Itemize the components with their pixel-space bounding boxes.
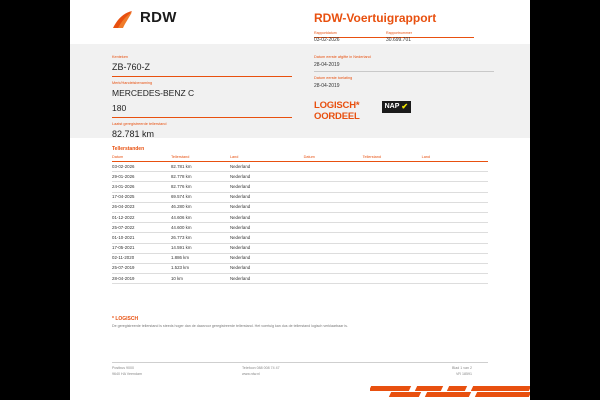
cell-country: Nederland [230, 253, 296, 263]
cell-date [304, 182, 363, 192]
column-header-odometer-left: Tellerstand [171, 154, 230, 162]
cell-odometer: 82.781 km [171, 162, 230, 172]
cell-date: 24-01-2026 [112, 182, 171, 192]
cell-country [422, 233, 488, 243]
table-body [112, 162, 488, 284]
nap-badge [382, 101, 411, 113]
cell-country: Nederland [230, 212, 296, 222]
footnote-title: * LOGISCH [112, 316, 139, 322]
meta-report-date [314, 30, 368, 44]
cell-date [304, 192, 363, 202]
odometer-table-section [112, 146, 488, 284]
footer-page-number: Blad 1 van 2 [452, 366, 472, 370]
cell-date: 02-11-2020 [112, 253, 171, 263]
table-header-row [112, 154, 488, 162]
cell-odometer [363, 162, 422, 172]
cell-odometer: 46.280 km [171, 202, 230, 212]
cell-date: 25-07-2022 [112, 223, 171, 233]
cell-country [422, 182, 488, 192]
verdict-line-2: OORDEEL [314, 111, 360, 122]
first-admission-label: Datum eerste toelating [314, 76, 353, 80]
odometer-value: 82.781 km [112, 129, 155, 139]
cell-odometer [363, 202, 422, 212]
first-nl-registration-label: Datum eerste afgifte in Nederland [314, 55, 371, 59]
cell-odometer [363, 182, 422, 192]
column-header-country-right: Land [422, 154, 488, 162]
meta-value: 03-02-2026 [314, 37, 340, 43]
cell-odometer: 44.600 km [171, 223, 230, 233]
cell-odometer [363, 223, 422, 233]
divider [314, 71, 494, 72]
cell-country [422, 202, 488, 212]
cell-country: Nederland [230, 243, 296, 253]
table-row [112, 243, 488, 253]
registration-details [314, 54, 494, 90]
table-row [112, 263, 488, 273]
column-header-date-left: Datum [112, 154, 171, 162]
meta-label: Rapportdatum [314, 31, 337, 35]
cell-spacer [296, 263, 303, 273]
document-header [70, 0, 530, 42]
cell-odometer: 69.574 km [171, 192, 230, 202]
cell-country: Nederland [230, 223, 296, 233]
cell-spacer [296, 212, 303, 222]
cell-spacer [296, 223, 303, 233]
nap-badge-label: NAP [384, 103, 400, 110]
cell-odometer [363, 253, 422, 263]
meta-value: 30.699.701 [386, 37, 412, 43]
column-header-date-right: Datum [304, 154, 363, 162]
table-row [112, 192, 488, 202]
footnote-body: De geregistreerde tellerstand is steeds hoger dan de daarvoor geregistreerde tellerstand. Het voertuig kan dus de tellerstand logisch verklaarbaar is. [112, 324, 348, 328]
make-label: Merk/Handelsbenaming [112, 81, 153, 85]
document-page [70, 0, 530, 400]
cell-date [304, 243, 363, 253]
cell-odometer [363, 263, 422, 273]
cell-odometer: 10 km [171, 274, 230, 284]
cell-country: Nederland [230, 192, 296, 202]
cell-odometer: 26.773 km [171, 233, 230, 243]
header-meta [314, 30, 474, 44]
page-title: RDW-Voertuigrapport [314, 11, 437, 25]
table-row [112, 172, 488, 182]
cell-odometer: 44.606 km [171, 212, 230, 222]
cell-date: 01-12-2022 [112, 212, 171, 222]
table-title: Tellerstanden [112, 146, 145, 152]
vehicle-details [112, 54, 292, 143]
cell-odometer: 82.778 km [171, 172, 230, 182]
footer-stripes-decoration [370, 382, 530, 398]
verdict-line-1: LOGISCH* [314, 100, 360, 111]
cell-country [422, 263, 488, 273]
cell-odometer: 14.591 km [171, 243, 230, 253]
cell-country [422, 223, 488, 233]
document-footer [112, 362, 488, 377]
cell-spacer [296, 233, 303, 243]
cell-date [304, 253, 363, 263]
divider [112, 76, 292, 77]
column-header-odometer-right: Tellerstand [363, 154, 422, 162]
cell-country: Nederland [230, 162, 296, 172]
cell-date: 17-04-2025 [112, 192, 171, 202]
cell-date [304, 274, 363, 284]
rdw-flame-icon [112, 10, 134, 30]
cell-country: Nederland [230, 263, 296, 273]
plate-value: ZB-760-Z [112, 62, 151, 72]
cell-date [304, 212, 363, 222]
footer-contact [242, 366, 372, 377]
cell-date [304, 233, 363, 243]
cell-spacer [296, 162, 303, 172]
cell-date: 28-04-2019 [112, 274, 171, 284]
cell-date [304, 202, 363, 212]
cell-date: 03-02-2026 [112, 162, 171, 172]
vehicle-info-band [70, 44, 530, 138]
table-row [112, 182, 488, 192]
cell-odometer: 1.523 km [171, 263, 230, 273]
cell-odometer: 1.886 km [171, 253, 230, 263]
footer-address-line-2: 9640 HA Veendam [112, 371, 142, 376]
cell-odometer [363, 212, 422, 222]
cell-date: 26-04-2023 [112, 202, 171, 212]
cell-odometer: 82.776 km [171, 182, 230, 192]
cell-date: 25-07-2019 [112, 263, 171, 273]
cell-country: Nederland [230, 182, 296, 192]
check-icon: ✔ [401, 102, 409, 111]
meta-label: Rapportnummer [386, 31, 412, 35]
cell-date [304, 172, 363, 182]
cell-spacer [296, 253, 303, 263]
footer-address-line-1: Postbus 9000 [112, 366, 134, 370]
cell-country: Nederland [230, 274, 296, 284]
verdict-stamp [314, 100, 411, 122]
footer-phone: Telefoon 088 008 74 47 [242, 366, 280, 370]
cell-spacer [296, 202, 303, 212]
column-header-country-left: Land [230, 154, 296, 162]
footer-website[interactable]: www.rdw.nl [242, 371, 260, 376]
table-row [112, 202, 488, 212]
first-admission-value: 28-04-2019 [314, 83, 340, 89]
cell-odometer [363, 233, 422, 243]
footer-form-code: VR 18591 [456, 371, 472, 376]
table-row [112, 212, 488, 222]
cell-country [422, 253, 488, 263]
cell-date: 01-10-2021 [112, 233, 171, 243]
make-value: MERCEDES-BENZ C [112, 88, 195, 98]
brand-name: RDW [140, 9, 177, 26]
cell-date: 29-01-2026 [112, 172, 171, 182]
cell-date: 17-05-2021 [112, 243, 171, 253]
cell-spacer [296, 274, 303, 284]
cell-spacer [296, 192, 303, 202]
meta-report-number [386, 30, 456, 44]
table-row [112, 233, 488, 243]
table-row [112, 162, 488, 172]
cell-country [422, 172, 488, 182]
cell-country: Nederland [230, 172, 296, 182]
cell-spacer [296, 182, 303, 192]
odometer-label: Laatst geregistreerde tellerstand [112, 122, 167, 126]
cell-date [304, 223, 363, 233]
type-value: 180 [112, 103, 127, 113]
verdict-text [314, 100, 360, 122]
cell-spacer [296, 243, 303, 253]
cell-country [422, 212, 488, 222]
cell-date [304, 162, 363, 172]
cell-country [422, 192, 488, 202]
table-row [112, 274, 488, 284]
table-row [112, 253, 488, 263]
cell-country: Nederland [230, 233, 296, 243]
cell-country [422, 243, 488, 253]
cell-odometer [363, 192, 422, 202]
table-row [112, 223, 488, 233]
odometer-table [112, 154, 488, 284]
cell-date [304, 263, 363, 273]
column-spacer [296, 154, 303, 162]
footer-pagination [372, 366, 472, 377]
cell-odometer [363, 172, 422, 182]
plate-label: Kenteken [112, 55, 129, 59]
cell-spacer [296, 172, 303, 182]
cell-country [422, 162, 488, 172]
footnote [112, 316, 442, 330]
cell-odometer [363, 243, 422, 253]
footer-address [112, 366, 242, 377]
divider [112, 117, 292, 118]
cell-country: Nederland [230, 202, 296, 212]
first-nl-registration-value: 28-04-2019 [314, 62, 340, 68]
cell-country [422, 274, 488, 284]
cell-odometer [363, 274, 422, 284]
